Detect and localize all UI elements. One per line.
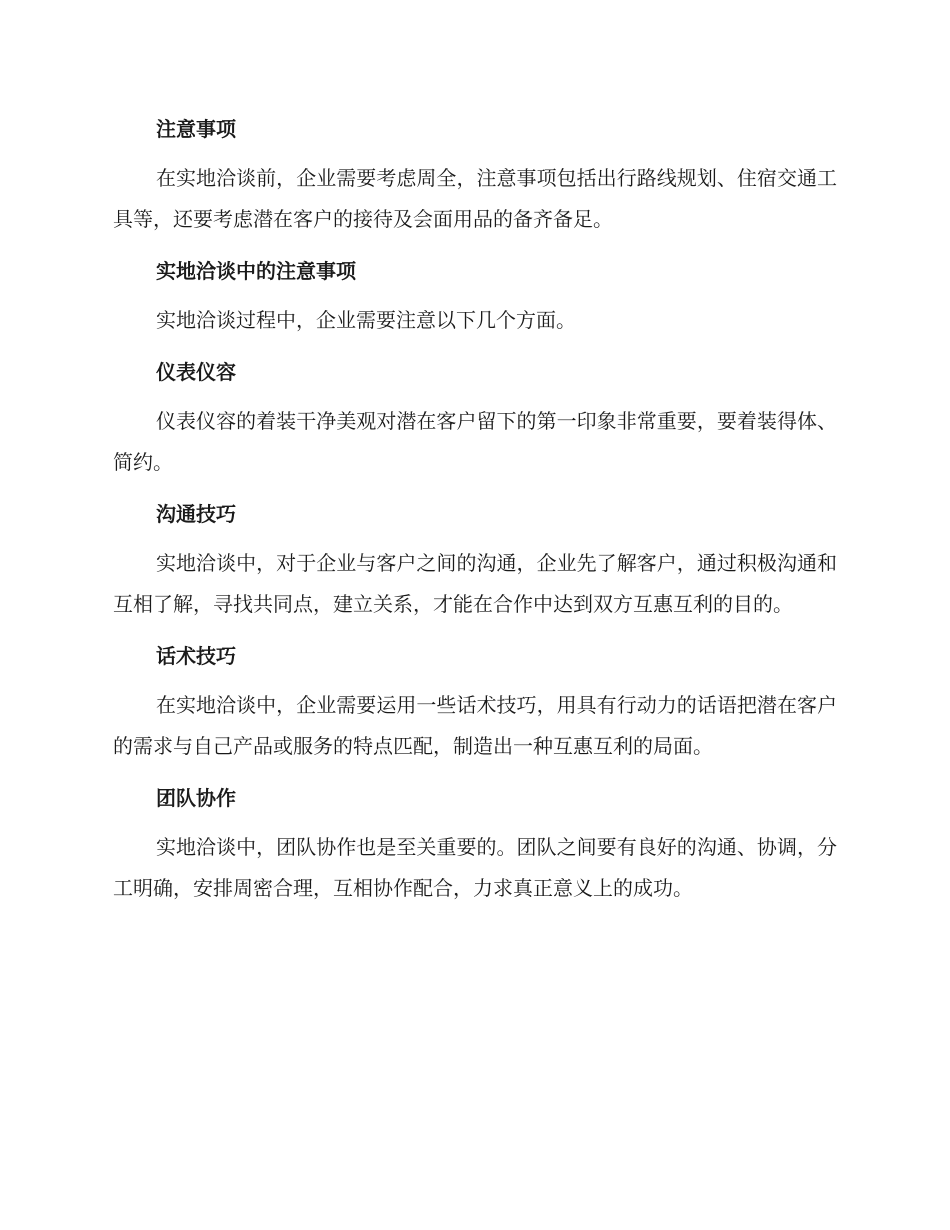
section-heading: 注意事项: [156, 117, 236, 141]
section-paragraph: 在实地洽谈中，企业需要运用一些话术技巧，用具有行动力的话语把潜在客户的需求与自己产品或服务的特点匹配，制造出一种互惠互利的局面。: [113, 693, 837, 758]
section-appearance: [113, 353, 837, 483]
section-paragraph: 仪表仪容的着装干净美观对潜在客户留下的第一印象非常重要，要着装得体、简约。: [113, 409, 837, 474]
document-page: [113, 110, 837, 921]
section-paragraph: 实地洽谈过程中，企业需要注意以下几个方面。: [156, 308, 576, 332]
section-heading: 团队协作: [156, 786, 236, 810]
section-notes: [113, 110, 837, 240]
section-paragraph: 在实地洽谈前，企业需要考虑周全，注意事项包括出行路线规划、住宿交通工具等，还要考虑潜在客户的接待及会面用品的备齐备足。: [113, 166, 837, 231]
section-onsite-notes: [113, 252, 837, 341]
section-heading: 沟通技巧: [156, 502, 236, 526]
section-speech-skills: [113, 637, 837, 767]
section-teamwork: [113, 779, 837, 909]
section-heading: 仪表仪容: [156, 360, 236, 384]
section-heading: 实地洽谈中的注意事项: [156, 259, 356, 283]
section-heading: 话术技巧: [156, 644, 236, 668]
section-paragraph: 实地洽谈中，团队协作也是至关重要的。团队之间要有良好的沟通、协调，分工明确，安排周密合理，互相协作配合，力求真正意义上的成功。: [113, 835, 837, 900]
section-communication: [113, 495, 837, 625]
section-paragraph: 实地洽谈中，对于企业与客户之间的沟通，企业先了解客户，通过积极沟通和互相了解，寻找共同点，建立关系，才能在合作中达到双方互惠互利的目的。: [113, 551, 837, 616]
